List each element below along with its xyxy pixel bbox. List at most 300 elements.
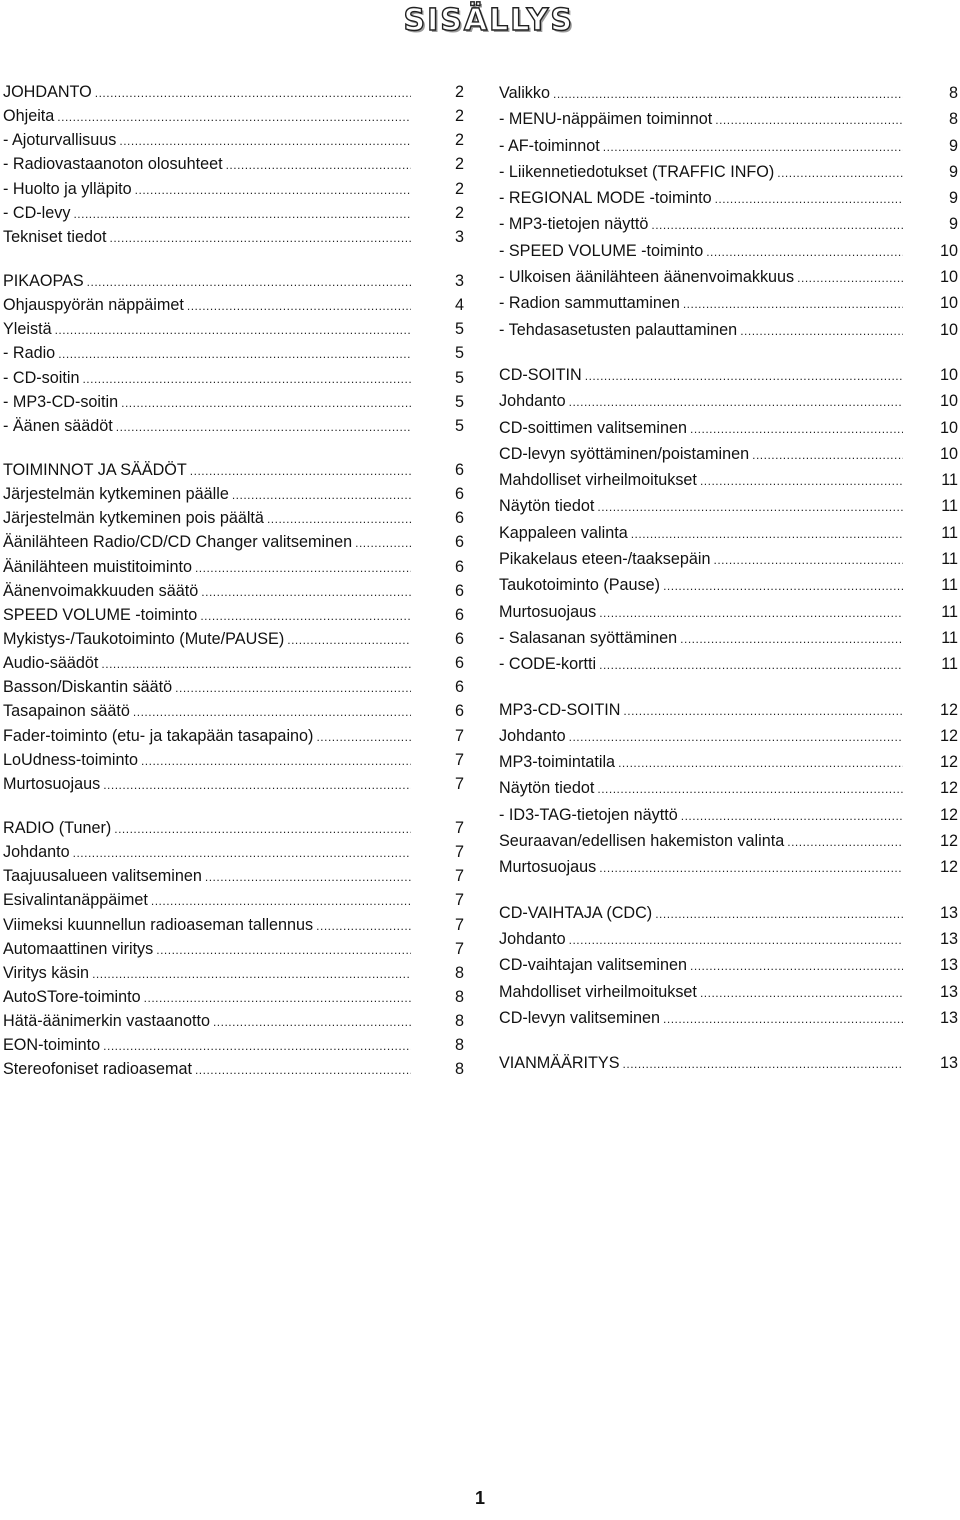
dot-leader xyxy=(267,507,411,531)
toc-entry-label: JOHDANTO xyxy=(3,83,92,101)
dot-leader xyxy=(57,105,411,129)
dot-leader xyxy=(82,367,411,391)
toc-entry-label: RADIO (Tuner) xyxy=(3,818,112,837)
dot-leader xyxy=(663,1006,903,1032)
toc-entry-page: 4 xyxy=(454,296,464,315)
toc-entry xyxy=(3,724,464,748)
toc-entry-label: CD-soittimen valitseminen xyxy=(499,418,688,437)
toc-entry-label: AutoSTore-toiminto xyxy=(3,987,141,1006)
dot-leader xyxy=(715,107,903,133)
toc-entry xyxy=(3,699,464,723)
toc-entry-label: - MENU-näppäimen toiminnot xyxy=(499,110,713,129)
toc-entry-label: - MP3-tietojen näyttö xyxy=(499,215,649,234)
toc-entry-page: 6 xyxy=(454,678,464,697)
dot-leader xyxy=(680,626,903,652)
toc-entry xyxy=(499,599,958,625)
toc-section xyxy=(3,269,464,438)
toc-entry-label: Mykistys-/Taukotoiminto (Mute/PAUSE) xyxy=(3,629,285,648)
toc-entry-label: - Äänen säädöt xyxy=(3,416,113,435)
toc-entry xyxy=(499,441,958,467)
dot-leader xyxy=(752,442,903,468)
toc-entry-label: Äänenvoimakkuuden säätö xyxy=(3,581,199,600)
toc-entry xyxy=(3,80,464,104)
toc-entry xyxy=(3,1057,464,1081)
toc-entry-label: TOIMINNOT JA SÄÄDÖT xyxy=(3,460,187,479)
dot-leader xyxy=(585,363,903,389)
toc-section xyxy=(499,362,958,678)
toc-entry xyxy=(499,415,958,441)
toc-entry-label: Johdanto xyxy=(499,392,566,411)
toc-entry-page: 7 xyxy=(454,915,464,934)
toc-entry-label: Fader-toiminto (etu- ja takapään tasapaino) xyxy=(3,726,314,745)
dot-leader xyxy=(681,803,903,829)
toc-entry-label: Seuraavan/edellisen hakemiston valinta xyxy=(499,832,785,851)
toc-entry-page: 6 xyxy=(454,629,464,648)
dot-leader xyxy=(618,750,903,776)
page-number: 1 xyxy=(474,1488,485,1508)
toc-entry-page: 8 xyxy=(454,1012,464,1031)
toc-entry-page: 11 xyxy=(941,497,958,516)
toc-entry-label: CD-SOITIN xyxy=(499,365,582,384)
toc-entry xyxy=(3,506,464,530)
dot-leader xyxy=(316,725,411,749)
toc-entry-page: 9 xyxy=(948,189,958,208)
dot-leader xyxy=(144,986,411,1010)
dot-leader xyxy=(175,676,411,700)
toc-entry-page: 5 xyxy=(454,344,464,363)
toc-entry-label: - CD-soitin xyxy=(3,368,80,387)
toc-entry-page: 6 xyxy=(454,702,464,721)
dot-leader xyxy=(232,483,411,507)
toc-entry xyxy=(3,603,464,627)
toc-entry-page: 6 xyxy=(454,605,464,624)
toc-entry-label: Stereofoniset radioasemat xyxy=(3,1060,192,1079)
toc-entry xyxy=(3,341,464,365)
toc-entry xyxy=(499,388,958,414)
dot-leader xyxy=(599,652,903,678)
toc-entry xyxy=(3,840,464,864)
toc-entry-page: 5 xyxy=(454,368,464,387)
dot-leader xyxy=(58,342,411,366)
toc-entry-label: CD-levyn syöttäminen/poistaminen xyxy=(499,444,750,463)
dot-leader xyxy=(777,160,903,186)
toc-entry-page: 9 xyxy=(948,162,958,181)
toc-entry-page: 2 xyxy=(454,203,464,222)
toc-entry-label: - AF-toiminnot xyxy=(499,136,600,155)
toc-entry-label: Järjestelmän kytkeminen päälle xyxy=(3,485,229,504)
toc-entry xyxy=(499,854,958,880)
dot-leader xyxy=(287,628,411,652)
toc-entry-page: 7 xyxy=(454,843,464,862)
toc-entry-label: Mahdolliset virheilmoitukset xyxy=(499,471,697,490)
toc-entry xyxy=(499,238,958,264)
dot-leader xyxy=(116,415,411,439)
dot-leader xyxy=(787,829,903,855)
dot-leader xyxy=(599,855,903,881)
toc-entry-page: 10 xyxy=(939,444,958,463)
toc-entry xyxy=(499,625,958,651)
toc-entry xyxy=(499,133,958,159)
toc-entry-page: 11 xyxy=(941,550,958,569)
toc-entry-page: 13 xyxy=(939,982,958,1001)
toc-entry-page: 10 xyxy=(939,268,958,287)
toc-entry xyxy=(499,185,958,211)
toc-entry-page: 7 xyxy=(454,726,464,745)
dot-leader xyxy=(103,773,411,797)
toc-entry xyxy=(499,749,958,775)
toc-entry-label: - CD-levy xyxy=(3,203,71,222)
toc-entry xyxy=(499,979,958,1005)
toc-entry-label: Järjestelmän kytkeminen pois päältä xyxy=(3,509,264,528)
toc-entry-label: - Salasanan syöttäminen xyxy=(499,628,678,647)
toc-section xyxy=(499,900,958,1031)
toc-entry xyxy=(499,775,958,801)
toc-entry xyxy=(3,937,464,961)
toc-entry xyxy=(499,828,958,854)
toc-entry-label: CD-levyn valitseminen xyxy=(499,1008,661,1027)
toc-entry xyxy=(3,748,464,772)
toc-entry-page: 6 xyxy=(454,557,464,576)
dot-leader xyxy=(597,776,903,802)
dot-leader xyxy=(114,817,411,841)
toc-entry-page: 12 xyxy=(939,805,958,824)
toc-entry xyxy=(3,177,464,201)
toc-entry-page: 10 xyxy=(939,365,958,384)
toc-entry xyxy=(3,482,464,506)
toc-entry xyxy=(3,864,464,888)
toc-entry-label: Tasapainon säätö xyxy=(3,702,130,721)
toc-entry-label: - Liikennetiedotukset (TRAFFIC INFO) xyxy=(499,162,775,181)
dot-leader xyxy=(151,889,411,913)
dot-leader xyxy=(201,580,411,604)
toc-entry-label: Viimeksi kuunnellun radioaseman tallennus xyxy=(3,915,314,934)
toc-entry xyxy=(3,651,464,675)
toc-entry-label: Valikko xyxy=(499,84,550,102)
toc-entry-page: 10 xyxy=(939,418,958,437)
dot-leader xyxy=(187,294,411,318)
toc-entry-page: 6 xyxy=(454,460,464,479)
dot-leader xyxy=(226,153,411,177)
toc-entry-page: 11 xyxy=(941,655,958,674)
toc-entry xyxy=(499,362,958,388)
toc-entry-page: 5 xyxy=(454,392,464,411)
toc-entry-label: Mahdolliset virheilmoitukset xyxy=(499,982,697,1001)
toc-entry-page: 2 xyxy=(454,131,464,150)
toc-section xyxy=(499,697,958,881)
toc-entry-page: 8 xyxy=(948,84,958,102)
toc-entry xyxy=(3,772,464,796)
dot-leader xyxy=(569,724,903,750)
toc-entry xyxy=(3,390,464,414)
toc-entry-page: 6 xyxy=(454,533,464,552)
toc-entry-label: Äänilähteen Radio/CD/CD Changer valitseminen xyxy=(3,533,353,552)
dot-leader xyxy=(631,521,903,547)
toc-entry xyxy=(3,317,464,341)
toc-entry xyxy=(3,579,464,603)
toc-entry-page: 12 xyxy=(939,779,958,798)
toc-entry-label: MP3-toimintatila xyxy=(499,753,616,772)
toc-entry-label: EON-toiminto xyxy=(3,1036,101,1055)
toc-entry-page: 11 xyxy=(941,602,958,621)
toc-entry-label: Murtosuojaus xyxy=(499,602,597,621)
toc-entry-label: SPEED VOLUME -toiminto xyxy=(3,605,198,624)
toc-entry-label: - Tehdasasetusten palauttaminen xyxy=(499,320,738,339)
toc-entry-page: 10 xyxy=(939,320,958,339)
toc-entry xyxy=(499,317,958,343)
toc-section xyxy=(499,80,958,343)
dot-leader xyxy=(713,547,903,573)
dot-leader xyxy=(101,652,411,676)
toc-entry-page: 5 xyxy=(454,320,464,339)
toc-entry-label: Yleistä xyxy=(3,320,52,339)
toc-entry-label: Pikakelaus eteen-/taaksepäin xyxy=(499,550,711,569)
dot-leader xyxy=(569,927,903,953)
toc-entry-page: 7 xyxy=(454,867,464,886)
toc-entry xyxy=(499,106,958,132)
toc-entry-page: 8 xyxy=(454,963,464,982)
toc-entry-label: Esivalintanäppäimet xyxy=(3,891,148,910)
toc-entry-label: Tekniset tiedot xyxy=(3,227,107,246)
toc-entry-label: Audio-säädöt xyxy=(3,654,99,673)
toc-entry xyxy=(499,651,958,677)
toc-entry-page: 12 xyxy=(939,858,958,877)
toc-entry-label: - ID3-TAG-tietojen näyttö xyxy=(499,805,678,824)
dot-leader xyxy=(133,700,411,724)
toc-section xyxy=(3,80,464,249)
dot-leader xyxy=(121,391,411,415)
toc-entry xyxy=(499,290,958,316)
toc-entry xyxy=(3,530,464,554)
toc-entry-label: VIANMÄÄRITYS xyxy=(499,1054,620,1073)
toc-entry xyxy=(3,293,464,317)
dot-leader xyxy=(109,226,411,250)
dot-leader xyxy=(103,1034,411,1058)
toc-entry-label: - Huolto ja ylläpito xyxy=(3,179,132,198)
toc-entry xyxy=(3,961,464,985)
dot-leader xyxy=(119,129,411,153)
toc-entry-page: 7 xyxy=(454,891,464,910)
toc-entry-label: - MP3-CD-soitin xyxy=(3,392,119,411)
dot-leader xyxy=(195,1058,411,1082)
toc-entry xyxy=(3,225,464,249)
dot-leader xyxy=(156,938,411,962)
dot-leader xyxy=(195,556,411,580)
toc-entry xyxy=(3,1009,464,1033)
toc-entry xyxy=(499,546,958,572)
dot-leader xyxy=(623,698,903,724)
toc-entry xyxy=(499,520,958,546)
dot-leader xyxy=(553,81,903,107)
toc-entry-label: Näytön tiedot xyxy=(499,497,595,516)
toc-entry xyxy=(499,572,958,598)
toc-entry-page: 10 xyxy=(939,241,958,260)
toc-entry xyxy=(3,414,464,438)
toc-entry xyxy=(499,900,958,926)
toc-entry-page: 6 xyxy=(454,654,464,673)
toc-entry-page: 11 xyxy=(941,576,958,595)
toc-entry-page: 2 xyxy=(454,179,464,198)
dot-leader xyxy=(87,270,411,294)
toc-entry-page: 12 xyxy=(939,753,958,772)
toc-entry-label: - SPEED VOLUME -toiminto xyxy=(499,241,704,260)
dot-leader xyxy=(95,81,411,105)
toc-entry-label: Viritys käsin xyxy=(3,963,90,982)
dot-leader xyxy=(706,239,903,265)
dot-leader xyxy=(797,265,903,291)
toc-entry-page: 8 xyxy=(454,1036,464,1055)
toc-entry xyxy=(499,493,958,519)
toc-entry-label: MP3-CD-SOITIN xyxy=(499,700,621,719)
dot-leader xyxy=(599,600,903,626)
toc-entry xyxy=(499,1050,958,1076)
toc-entry-page: 13 xyxy=(939,1054,958,1073)
toc-entry-page: 7 xyxy=(454,774,464,793)
toc-entry xyxy=(499,80,958,106)
toc-entry-label: CD-vaihtajan valitseminen xyxy=(499,956,688,975)
dot-leader xyxy=(92,962,411,986)
toc-entry-label: - Radio xyxy=(3,344,56,363)
toc-right-column xyxy=(499,80,958,1095)
dot-leader xyxy=(569,389,903,415)
toc-entry-page: 8 xyxy=(454,1060,464,1079)
toc-entry xyxy=(499,926,958,952)
toc-entry-page: 11 xyxy=(941,628,958,647)
toc-entry xyxy=(499,723,958,749)
toc-section xyxy=(499,1050,958,1076)
dot-leader xyxy=(700,468,903,494)
toc-entry xyxy=(499,159,958,185)
toc-entry-page: 2 xyxy=(454,107,464,126)
dot-leader xyxy=(141,749,411,773)
dot-leader xyxy=(135,178,411,202)
toc-entry-label: - REGIONAL MODE -toiminto xyxy=(499,189,712,208)
dot-leader xyxy=(73,841,411,865)
toc-entry-label: Näytön tiedot xyxy=(499,779,595,798)
toc-entry xyxy=(3,366,464,390)
toc-entry-label: Äänilähteen muistitoiminto xyxy=(3,557,192,576)
dot-leader xyxy=(651,212,903,238)
toc-section xyxy=(3,458,464,796)
dot-leader xyxy=(683,291,903,317)
toc-entry xyxy=(3,128,464,152)
dot-leader xyxy=(200,604,411,628)
dot-leader xyxy=(715,186,903,212)
toc-entry-label: Taukotoiminto (Pause) xyxy=(499,576,661,595)
toc-entry xyxy=(3,675,464,699)
toc-entry-label: Hätä-äänimerkin vastaanotto xyxy=(3,1012,210,1031)
toc-entry xyxy=(499,264,958,290)
toc-entry xyxy=(3,555,464,579)
toc-entry-label: Taajuusalueen valitseminen xyxy=(3,867,202,886)
toc-entry-page: 11 xyxy=(941,523,958,542)
dot-leader xyxy=(603,134,903,160)
toc-entry-page: 8 xyxy=(454,987,464,1006)
toc-entry-page: 11 xyxy=(941,471,958,490)
toc-entry xyxy=(3,458,464,482)
toc-entry-label: - Ajoturvallisuus xyxy=(3,131,117,150)
toc-entry-page: 13 xyxy=(939,956,958,975)
toc-entry-label: Ohjeita xyxy=(3,107,55,126)
toc-entry xyxy=(3,152,464,176)
toc-entry-page: 3 xyxy=(454,227,464,246)
toc-entry-label: Murtosuojaus xyxy=(499,858,597,877)
toc-entry-page: 10 xyxy=(939,392,958,411)
toc-entry-label: Murtosuojaus xyxy=(3,774,101,793)
toc-entry xyxy=(3,269,464,293)
toc-entry-page: 9 xyxy=(948,215,958,234)
toc-entry-label: Johdanto xyxy=(499,929,566,948)
dot-leader xyxy=(597,494,903,520)
toc-entry-page: 2 xyxy=(454,83,464,101)
toc-entry-label: PIKAOPAS xyxy=(3,271,84,290)
toc-section xyxy=(3,816,464,1082)
toc-entry xyxy=(3,1033,464,1057)
toc-entry xyxy=(3,888,464,912)
toc-entry-page: 13 xyxy=(939,1008,958,1027)
toc-entry xyxy=(3,816,464,840)
dot-leader xyxy=(623,1051,903,1077)
toc-entry-page: 3 xyxy=(454,271,464,290)
toc-entry-label: - Radion sammuttaminen xyxy=(499,294,680,313)
toc-entry-label: LoUdness-toiminto xyxy=(3,750,138,769)
dot-leader xyxy=(213,1010,411,1034)
toc-entry-label: Johdanto xyxy=(499,726,566,745)
toc-entry xyxy=(499,802,958,828)
toc-entry xyxy=(499,1005,958,1031)
toc-entry-label: - Ulkoisen äänilähteen äänenvoimakkuus xyxy=(499,268,795,287)
dot-leader xyxy=(205,865,411,889)
dot-leader xyxy=(316,914,411,938)
toc-entry-page: 2 xyxy=(454,155,464,174)
toc-entry xyxy=(3,627,464,651)
dot-leader xyxy=(655,901,903,927)
toc-entry-page: 5 xyxy=(454,416,464,435)
toc-entry-page: 13 xyxy=(939,929,958,948)
dot-leader xyxy=(690,953,903,979)
toc-entry-label: Basson/Diskantin säätö xyxy=(3,678,173,697)
toc-entry-page: 13 xyxy=(939,903,958,922)
toc-entry xyxy=(3,913,464,937)
toc-entry-page: 6 xyxy=(454,509,464,528)
toc-entry-page: 7 xyxy=(454,750,464,769)
dot-leader xyxy=(55,318,411,342)
toc-entry-page: 10 xyxy=(939,294,958,313)
page-title: SISÄLLYS xyxy=(403,3,574,38)
toc-entry-page: 7 xyxy=(454,939,464,958)
toc-entry xyxy=(499,697,958,723)
toc-entry-label: - Radiovastaanoton olosuhteet xyxy=(3,155,223,174)
toc-entry-page: 7 xyxy=(454,818,464,837)
toc-entry-label: - CODE-kortti xyxy=(499,655,597,674)
toc-entry xyxy=(499,952,958,978)
toc-entry-label: Johdanto xyxy=(3,843,70,862)
dot-leader xyxy=(663,573,903,599)
dot-leader xyxy=(700,980,903,1006)
toc-entry xyxy=(3,104,464,128)
toc-entry-label: Ohjauspyörän näppäimet xyxy=(3,296,184,315)
dot-leader xyxy=(190,459,411,483)
dot-leader xyxy=(740,318,903,344)
toc-entry-page: 6 xyxy=(454,485,464,504)
toc-entry xyxy=(499,211,958,237)
toc-entry-page: 8 xyxy=(948,110,958,129)
toc-entry-page: 12 xyxy=(939,832,958,851)
toc-entry-label: Kappaleen valinta xyxy=(499,523,628,542)
toc-entry-page: 12 xyxy=(939,726,958,745)
toc-entry-label: CD-VAIHTAJA (CDC) xyxy=(499,903,653,922)
toc-entry xyxy=(499,467,958,493)
toc-entry-page: 9 xyxy=(948,136,958,155)
